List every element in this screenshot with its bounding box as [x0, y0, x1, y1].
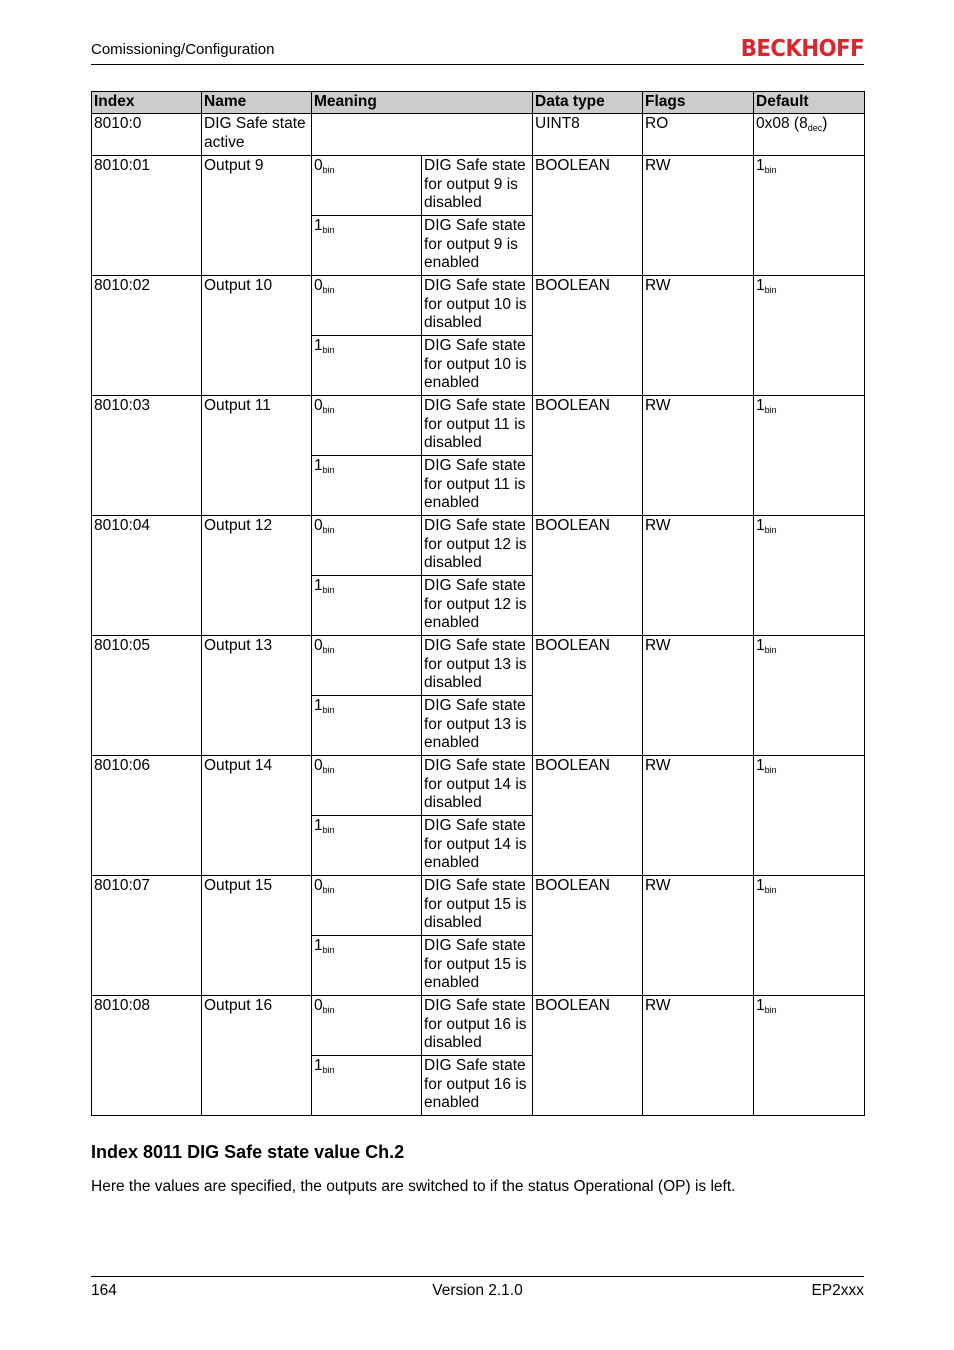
col-header-name: Name — [202, 92, 312, 114]
cell-name: DIG Safe state active — [202, 114, 312, 156]
table-row — [92, 396, 865, 456]
meaning-value: 1 — [314, 337, 323, 354]
default-subscript: bin — [764, 885, 777, 895]
cell-data-type: BOOLEAN — [533, 396, 643, 516]
col-header-default: Default — [754, 92, 865, 114]
default-value: 1 — [756, 397, 765, 414]
cell-meaning-value — [312, 276, 422, 336]
table-row — [92, 276, 865, 336]
col-header-index: Index — [92, 92, 202, 114]
cell-flags: RW — [643, 876, 754, 996]
cell-name: Output 15 — [202, 876, 312, 996]
cell-meaning-text: DIG Safe state for output 9 is disabled — [422, 156, 533, 216]
cell-index: 8010:05 — [92, 636, 202, 756]
cell-data-type: BOOLEAN — [533, 516, 643, 636]
section-description: Here the values are specified, the outputs are switched to if the status Operational (OP) is left. — [91, 1178, 736, 1195]
cell-meaning-value — [312, 576, 422, 636]
cell-name: Output 10 — [202, 276, 312, 396]
default-subscript: bin — [764, 405, 777, 415]
cell-meaning-value — [312, 216, 422, 276]
meaning-value: 0 — [314, 517, 323, 534]
meaning-value: 1 — [314, 1057, 323, 1074]
default-value: 1 — [756, 877, 765, 894]
default-subscript: bin — [764, 165, 777, 175]
cell-data-type: BOOLEAN — [533, 876, 643, 996]
table-row — [92, 636, 865, 696]
default-value: 1 — [756, 637, 765, 654]
default-subscript: bin — [764, 1005, 777, 1015]
cell-meaning-text: DIG Safe state for output 10 is disabled — [422, 276, 533, 336]
cell-index: 8010:07 — [92, 876, 202, 996]
meaning-value: 0 — [314, 997, 323, 1014]
cell-meaning-value — [312, 996, 422, 1056]
meaning-subscript: bin — [322, 885, 335, 895]
meaning-value: 1 — [314, 457, 323, 474]
default-close: ) — [822, 115, 828, 132]
meaning-subscript: bin — [322, 345, 335, 355]
document-version: Version 2.1.0 — [432, 1282, 523, 1299]
cell-meaning-value — [312, 396, 422, 456]
cell-meaning-value — [312, 636, 422, 696]
cell-default — [754, 636, 865, 756]
default-value: 1 — [756, 757, 765, 774]
page-footer — [91, 1276, 864, 1305]
table-header-row — [92, 92, 865, 114]
cell-meaning-value — [312, 876, 422, 936]
default-value: 1 — [756, 517, 765, 534]
meaning-subscript: bin — [322, 585, 335, 595]
cell-default — [754, 876, 865, 996]
meaning-subscript: bin — [322, 405, 335, 415]
brand-logo: BECKHOFF — [740, 36, 864, 62]
cell-meaning-value — [312, 156, 422, 216]
default-subscript: bin — [764, 285, 777, 295]
cell-meaning-text: DIG Safe state for output 9 is enabled — [422, 216, 533, 276]
cell-meaning-value — [312, 936, 422, 996]
table-row — [92, 996, 865, 1056]
cell-meaning-value — [312, 456, 422, 516]
cell-default — [754, 114, 865, 156]
meaning-value: 0 — [314, 277, 323, 294]
table-row — [92, 516, 865, 576]
cell-index: 8010:02 — [92, 276, 202, 396]
default-value: 0x08 (8 — [756, 115, 808, 132]
table-row — [92, 876, 865, 936]
cell-flags: RW — [643, 756, 754, 876]
cell-index: 8010:03 — [92, 396, 202, 516]
cell-name: Output 16 — [202, 996, 312, 1116]
cell-meaning-text: DIG Safe state for output 16 is disabled — [422, 996, 533, 1056]
table-row — [92, 756, 865, 816]
cell-meaning-value — [312, 1056, 422, 1116]
meaning-value: 0 — [314, 157, 323, 174]
cell-meaning-text: DIG Safe state for output 12 is enabled — [422, 576, 533, 636]
cell-default — [754, 156, 865, 276]
cell-index: 8010:08 — [92, 996, 202, 1116]
cell-default — [754, 996, 865, 1116]
cell-meaning-value — [312, 516, 422, 576]
meaning-value: 0 — [314, 877, 323, 894]
cell-meaning-text: DIG Safe state for output 11 is enabled — [422, 456, 533, 516]
page-header — [91, 38, 864, 65]
meaning-value: 1 — [314, 817, 323, 834]
meaning-subscript: bin — [322, 765, 335, 775]
col-header-flags: Flags — [643, 92, 754, 114]
cell-index: 8010:04 — [92, 516, 202, 636]
cell-flags: RW — [643, 396, 754, 516]
product-name: EP2xxx — [811, 1282, 864, 1299]
cell-meaning-value — [312, 696, 422, 756]
cell-name: Output 13 — [202, 636, 312, 756]
default-value: 1 — [756, 277, 765, 294]
cell-default — [754, 276, 865, 396]
cell-data-type: BOOLEAN — [533, 756, 643, 876]
meaning-subscript: bin — [322, 165, 335, 175]
cell-meaning-text: DIG Safe state for output 15 is enabled — [422, 936, 533, 996]
cell-flags: RW — [643, 156, 754, 276]
table-row — [92, 156, 865, 216]
cell-flags: RO — [643, 114, 754, 156]
cell-default — [754, 396, 865, 516]
cell-flags: RW — [643, 276, 754, 396]
meaning-subscript: bin — [322, 945, 335, 955]
cell-data-type: BOOLEAN — [533, 996, 643, 1116]
meaning-subscript: bin — [322, 1065, 335, 1075]
cell-flags: RW — [643, 516, 754, 636]
default-subscript: bin — [764, 525, 777, 535]
cell-default — [754, 756, 865, 876]
meaning-subscript: bin — [322, 525, 335, 535]
cell-meaning-value — [312, 756, 422, 816]
cell-data-type: UINT8 — [533, 114, 643, 156]
meaning-subscript: bin — [322, 705, 335, 715]
meaning-value: 1 — [314, 217, 323, 234]
cell-meaning-text: DIG Safe state for output 14 is enabled — [422, 816, 533, 876]
col-header-data-type: Data type — [533, 92, 643, 114]
cell-index: 8010:0 — [92, 114, 202, 156]
default-value: 1 — [756, 997, 765, 1014]
cell-data-type: BOOLEAN — [533, 276, 643, 396]
meaning-subscript: bin — [322, 825, 335, 835]
meaning-value: 1 — [314, 697, 323, 714]
default-subscript: dec — [807, 123, 823, 133]
meaning-value: 0 — [314, 757, 323, 774]
meaning-subscript: bin — [322, 645, 335, 655]
cell-index: 8010:01 — [92, 156, 202, 276]
default-value: 1 — [756, 157, 765, 174]
meaning-subscript: bin — [322, 1005, 335, 1015]
meaning-value: 0 — [314, 397, 323, 414]
table-row — [92, 114, 865, 156]
meaning-value: 1 — [314, 937, 323, 954]
cell-name: Output 12 — [202, 516, 312, 636]
object-table — [91, 91, 865, 1116]
default-subscript: bin — [764, 645, 777, 655]
cell-data-type: BOOLEAN — [533, 636, 643, 756]
cell-flags: RW — [643, 996, 754, 1116]
cell-index: 8010:06 — [92, 756, 202, 876]
cell-meaning-value — [312, 336, 422, 396]
cell-name: Output 9 — [202, 156, 312, 276]
meaning-subscript: bin — [322, 285, 335, 295]
cell-default — [754, 516, 865, 636]
cell-meaning-text: DIG Safe state for output 16 is enabled — [422, 1056, 533, 1116]
header-section-title: Comissioning/Configuration — [91, 41, 275, 58]
meaning-subscript: bin — [322, 465, 335, 475]
cell-meaning-text: DIG Safe state for output 13 is disabled — [422, 636, 533, 696]
cell-meaning-text: DIG Safe state for output 15 is disabled — [422, 876, 533, 936]
cell-meaning-text: DIG Safe state for output 12 is disabled — [422, 516, 533, 576]
cell-meaning-text: DIG Safe state for output 13 is enabled — [422, 696, 533, 756]
page-number: 164 — [91, 1282, 117, 1299]
cell-meaning-text: DIG Safe state for output 10 is enabled — [422, 336, 533, 396]
cell-flags: RW — [643, 636, 754, 756]
meaning-value: 1 — [314, 577, 323, 594]
cell-meaning-text: DIG Safe state for output 11 is disabled — [422, 396, 533, 456]
cell-meaning — [312, 114, 533, 156]
cell-name: Output 14 — [202, 756, 312, 876]
section-heading: Index 8011 DIG Safe state value Ch.2 — [91, 1142, 405, 1162]
meaning-subscript: bin — [322, 225, 335, 235]
meaning-value: 0 — [314, 637, 323, 654]
cell-name: Output 11 — [202, 396, 312, 516]
cell-data-type: BOOLEAN — [533, 156, 643, 276]
cell-meaning-text: DIG Safe state for output 14 is disabled — [422, 756, 533, 816]
col-header-meaning: Meaning — [312, 92, 533, 114]
default-subscript: bin — [764, 765, 777, 775]
cell-meaning-value — [312, 816, 422, 876]
